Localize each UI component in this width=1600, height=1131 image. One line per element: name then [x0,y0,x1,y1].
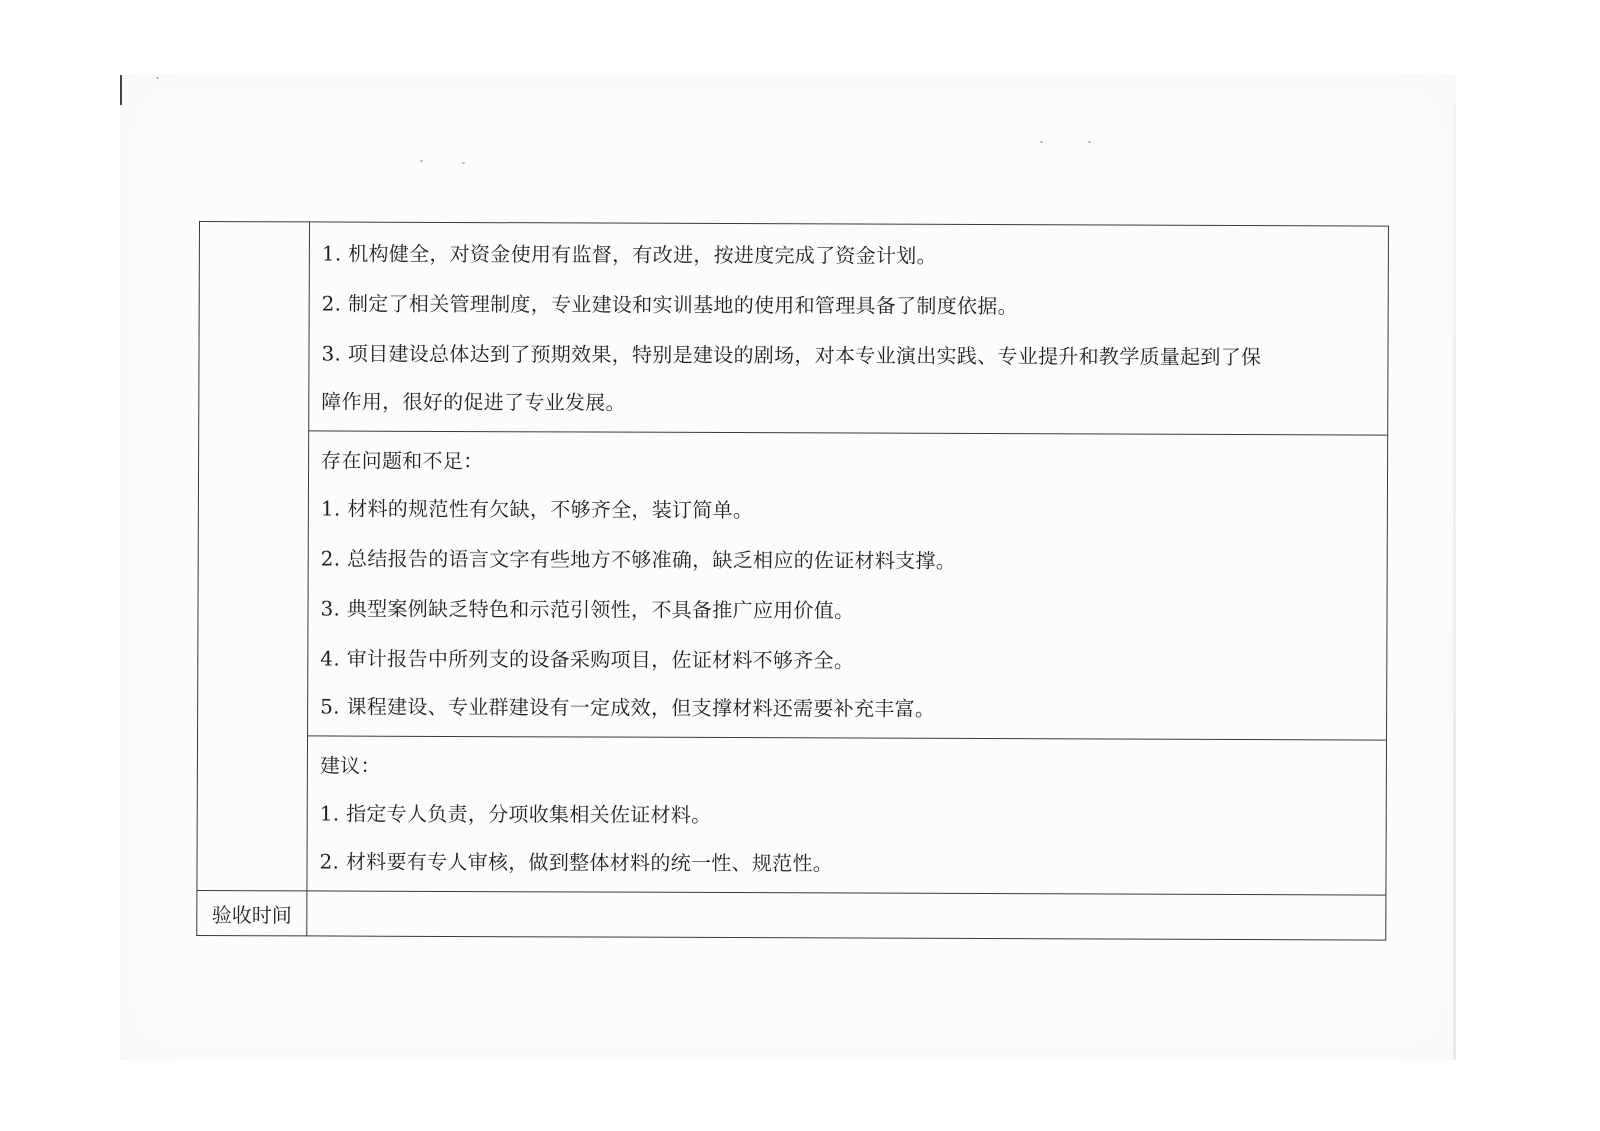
problem-item: 1. 材料的规范性有欠缺，不够齐全，装订简单。 [320,496,754,523]
achievement-item: 1. 机构健全，对资金使用有监督，有改进，按进度完成了资金计划。 [321,241,937,268]
scan-speck [1040,141,1043,143]
acceptance-time-value [307,891,1386,940]
achievement-item: 障作用，很好的促进了专业发展。 [321,389,626,415]
achievements-row [199,222,1389,436]
suggestion-item: 2. 材料要有专人审核，做到整体材料的统一性、规范性。 [319,849,834,876]
achievement-item: 2. 制定了相关管理制度，专业建设和实训基地的使用和管理具备了制度依据。 [321,291,1018,319]
problem-item: 4. 审计报告中所列支的设备采购项目，佐证材料不够齐全。 [320,646,855,673]
scan-edge-mark [120,75,122,105]
left-label-cell [197,222,310,891]
scan-speck [420,160,423,162]
achievements-cell [309,222,1389,435]
scan-speck [156,77,159,79]
suggestions-heading: 建议： [319,753,381,778]
achievement-item: 3. 项目建设总体达到了预期效果，特别是建设的剧场，对本专业演出实践、专业提升和教学质量起到了保 [321,341,1262,370]
suggestions-row [197,735,1387,895]
problem-item: 5. 课程建设、专业群建设有一定成效，但支撑材料还需要补充丰富。 [320,694,936,721]
suggestion-item: 1. 指定专人负责，分项收集相关佐证材料。 [319,801,712,827]
problems-cell [308,431,1388,740]
evaluation-table [196,221,1389,941]
problems-heading: 存在问题和不足： [321,448,484,474]
scan-speck [1088,141,1091,143]
problem-item: 2. 总结报告的语言文字有些地方不够准确，缺乏相应的佐证材料支撑。 [320,546,957,573]
problem-item: 3. 典型案例缺乏特色和示范引领性，不具备推广应用价值。 [320,596,855,623]
scan-edge-shadow [1453,105,1456,1060]
acceptance-time-label: 验收时间 [197,890,307,935]
acceptance-time-row [197,890,1386,940]
scan-speck [462,162,465,164]
problems-row [198,431,1388,741]
suggestions-cell [307,736,1387,895]
